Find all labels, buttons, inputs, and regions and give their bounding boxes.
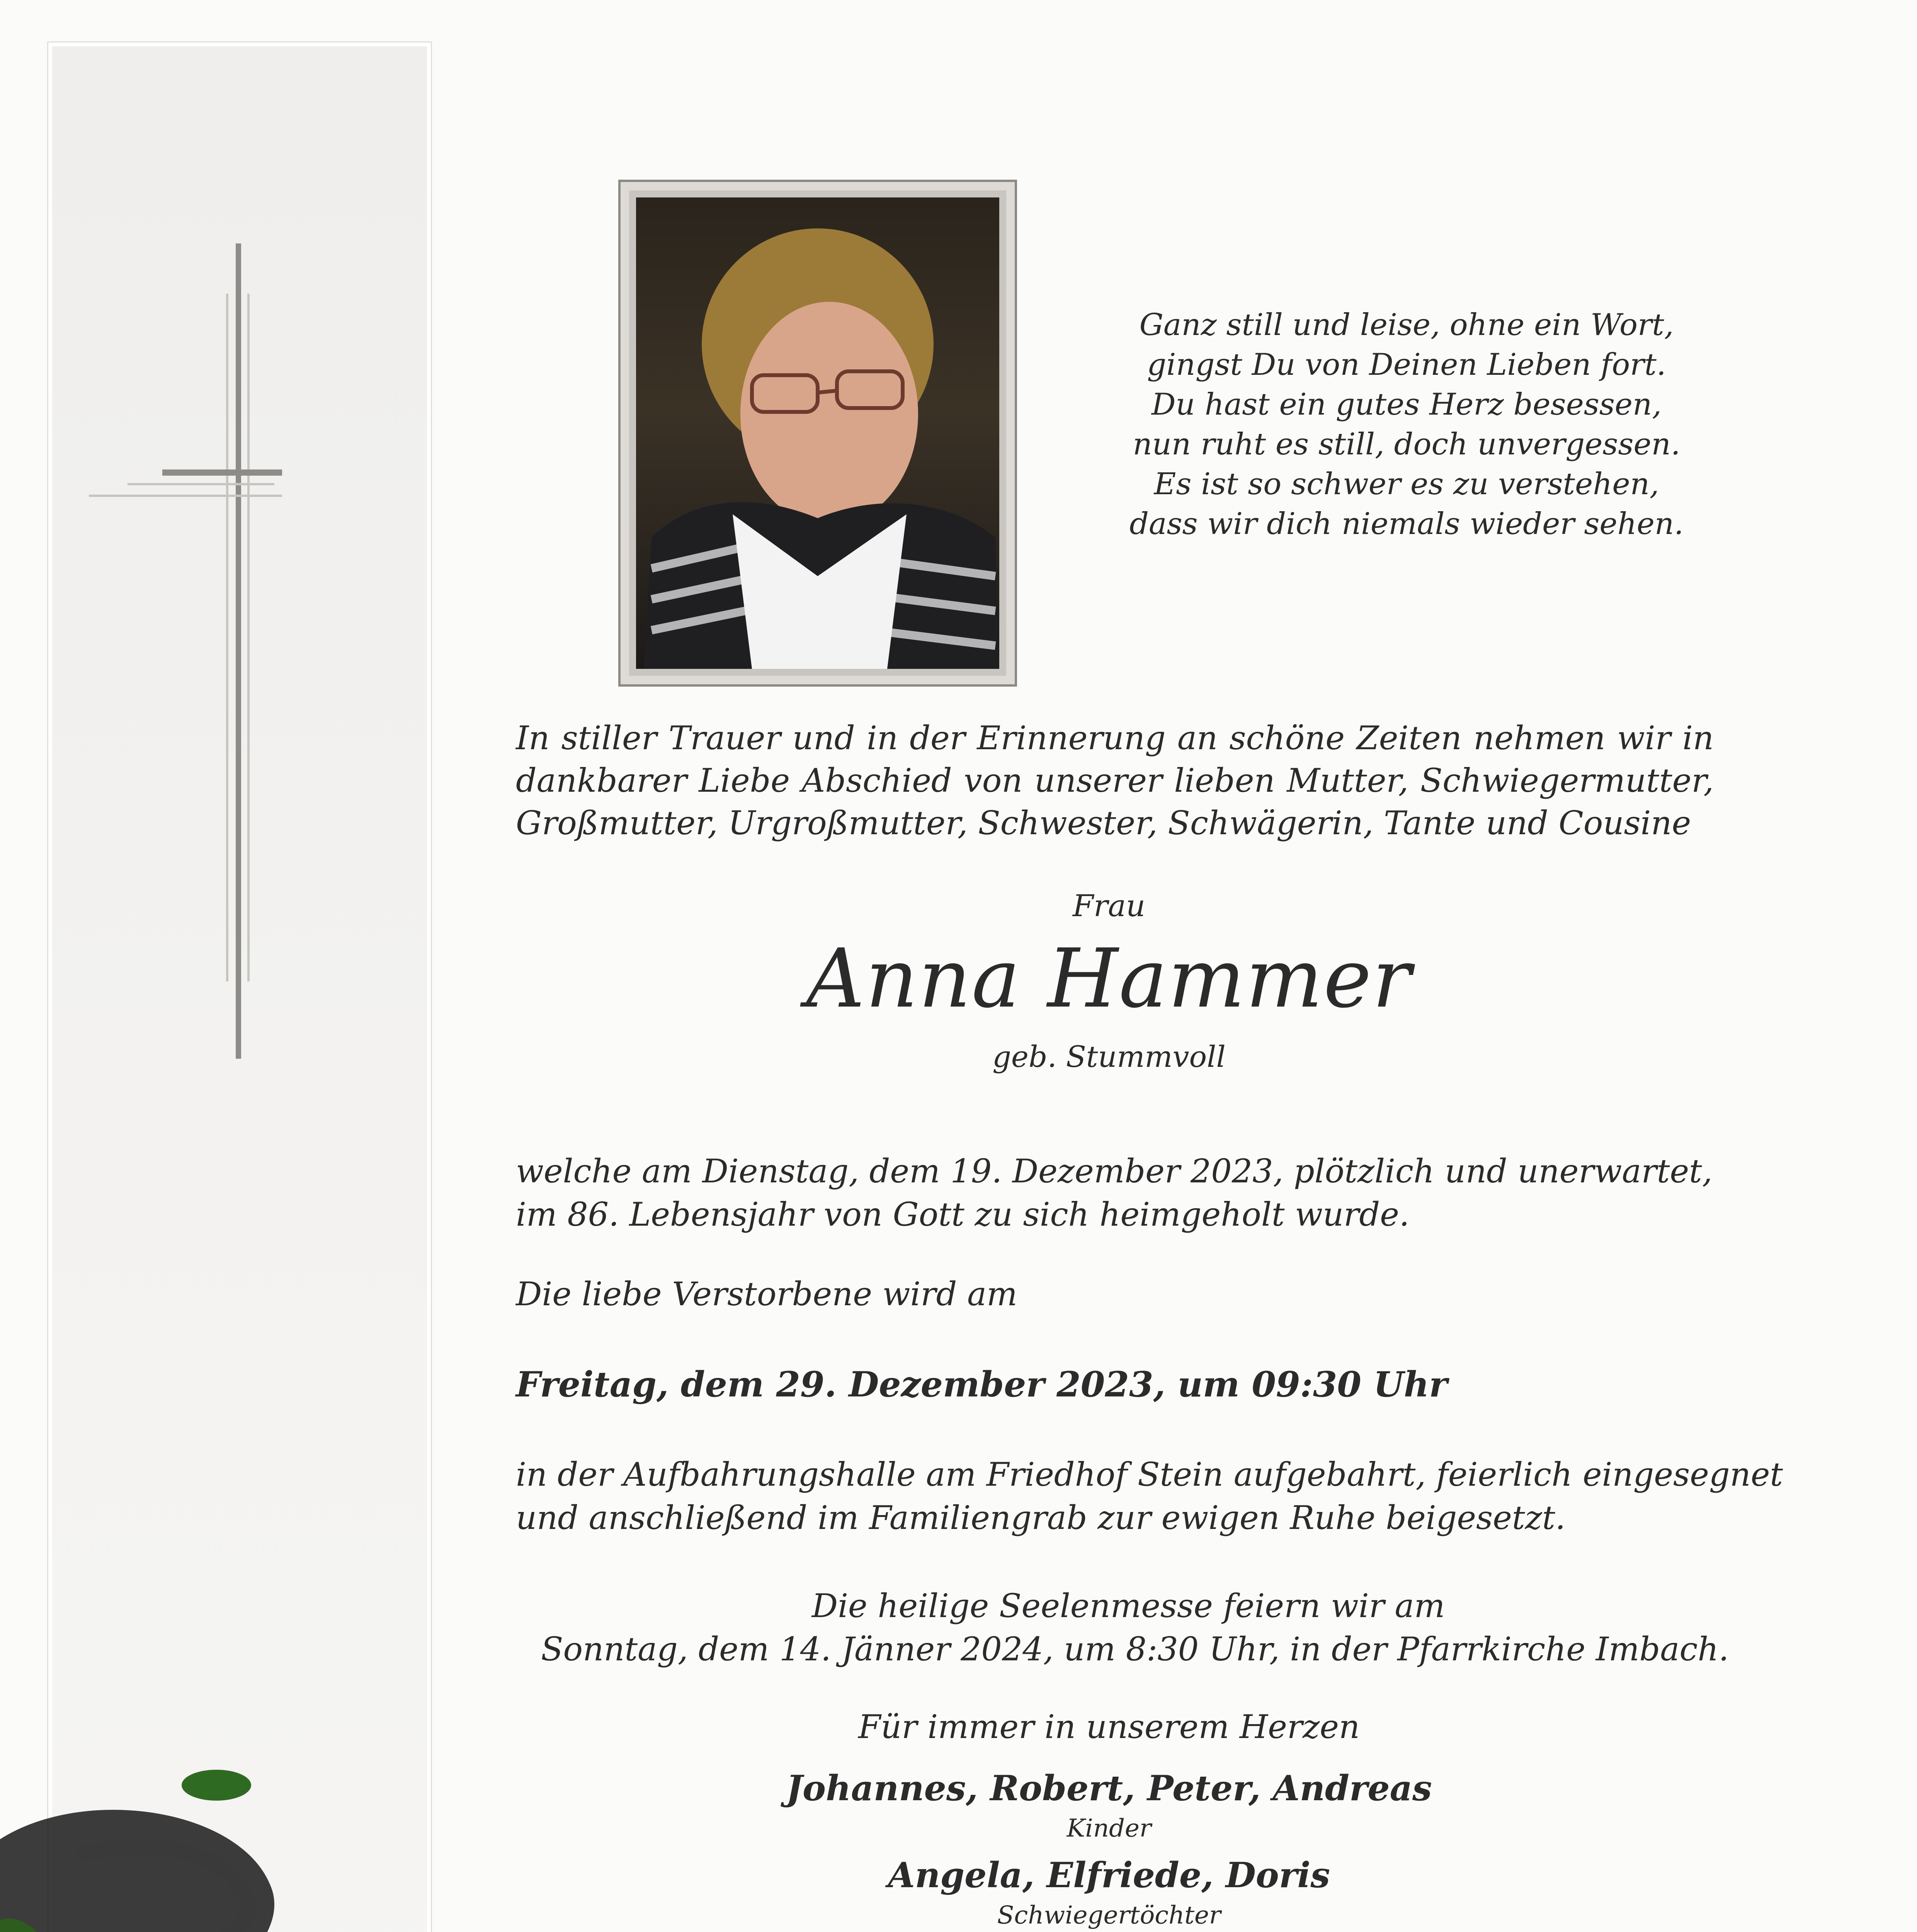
family-heading: Für immer in unserem Herzen: [858, 1708, 1360, 1746]
portrait-photo: [636, 197, 999, 669]
mass-line: Die heilige Seelenmesse feiern wir am: [811, 1587, 1445, 1625]
deceased-name: Anna Hammer: [806, 931, 1412, 1026]
portrait-illustration: [636, 197, 999, 669]
poem-line: Ganz still und leise, ohne ein Wort,: [1139, 308, 1674, 342]
death-details: [516, 1150, 1713, 1236]
poem-line: Es ist so schwer es zu verstehen,: [1154, 467, 1659, 502]
death-line: im 86. Lebensjahr von Gott zu sich heimgeholt wurde.: [516, 1196, 1410, 1233]
death-line: welche am Dienstag, dem 19. Dezember 2023, plötzlich und unerwartet,: [516, 1152, 1713, 1190]
memorial-mass: [541, 1584, 1729, 1671]
funeral-date: Freitag, dem 29. Dezember 2023, um 09:30 Uhr: [516, 1364, 1448, 1405]
place-line: und anschließend im Familiengrab zur ewigen Ruhe beigesetzt.: [516, 1499, 1566, 1537]
place-line: in der Aufbahrungshalle am Friedhof Stein aufgebahrt, feierlich eingesegnet: [516, 1456, 1783, 1493]
funeral-intro: Die liebe Verstorbene wird am: [516, 1275, 1017, 1313]
children-names: Johannes, Robert, Peter, Andreas: [786, 1768, 1432, 1809]
portrait-frame: [618, 180, 1017, 687]
funeral-place: [516, 1453, 1783, 1539]
book-and-roses-image: [0, 1739, 792, 1932]
inlaws-role: Schwiegertöchter: [997, 1901, 1221, 1930]
poem: [1109, 305, 1704, 544]
poem-line: dass wir dich niemals wieder sehen.: [1129, 507, 1684, 541]
poem-line: gingst Du von Deinen Lieben fort.: [1147, 347, 1666, 382]
salutation: Frau: [1072, 889, 1146, 923]
poem-line: nun ruht es still, doch unvergessen.: [1133, 427, 1681, 462]
maiden-name: geb. Stummvoll: [992, 1039, 1226, 1074]
inlaws-names: Angela, Elfriede, Doris: [888, 1855, 1330, 1896]
cross-icon: [89, 243, 282, 1059]
mass-line: Sonntag, dem 14. Jänner 2024, um 8:30 Uhr, in der Pfarrkirche Imbach.: [541, 1630, 1729, 1668]
poem-line: Du hast ein gutes Herz besessen,: [1152, 387, 1662, 422]
children-role: Kinder: [1067, 1814, 1152, 1843]
intro-paragraph: In stiller Trauer und in der Erinnerung an schöne Zeiten nehmen wir in dankbarer Liebe Abschied von unserer lieben Mutter, Schwiegermutter, Großmutter, Urgroßmutter, Schwester, Schwägerin, Tante und Cousine: [516, 719, 1714, 842]
